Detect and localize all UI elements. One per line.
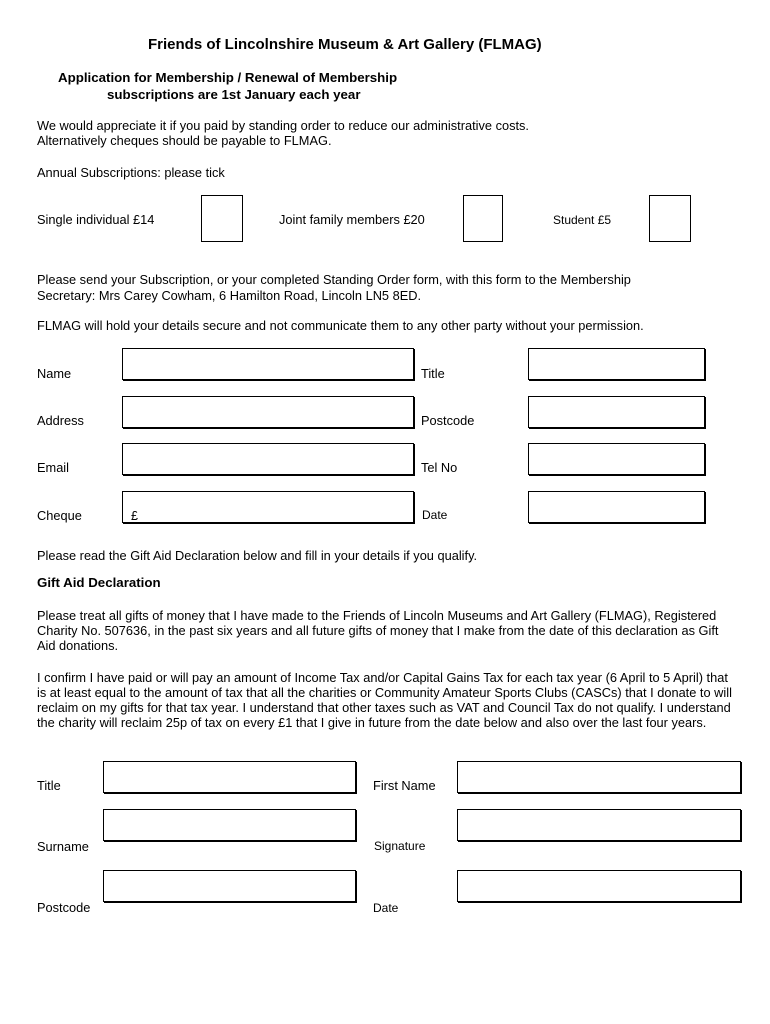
page-title: Friends of Lincolnshire Museum & Art Gallery (FLMAG) xyxy=(148,36,542,53)
email-field[interactable] xyxy=(122,443,414,475)
form-subtitle: Application for Membership / Renewal of Membership xyxy=(58,70,398,85)
date-label: Date xyxy=(422,508,448,522)
name-label: Name xyxy=(37,366,72,381)
signature-field[interactable] xyxy=(457,809,741,841)
first-name-field[interactable] xyxy=(457,761,741,793)
send-instructions-line-1: Please send your Subscription, or your completed Standing Order form, with this form to the Membership xyxy=(37,272,631,287)
surname-field[interactable] xyxy=(103,809,356,841)
single-individual-checkbox[interactable] xyxy=(201,195,243,242)
postcode-label: Postcode xyxy=(421,413,475,428)
gift-aid-heading: Gift Aid Declaration xyxy=(37,575,161,590)
tel-field[interactable] xyxy=(528,443,705,475)
gift-aid-instruction: Please read the Gift Aid Declaration below and fill in your details if you qualify. xyxy=(37,548,478,563)
tel-label: Tel No xyxy=(421,460,458,475)
send-instructions-line-2: Secretary: Mrs Carey Cowham, 6 Hamilton Road, Lincoln LN5 8ED. xyxy=(37,288,422,303)
name-field[interactable] xyxy=(122,348,414,380)
title-label: Title xyxy=(421,366,445,381)
intro-line-2: Alternatively cheques should be payable to FLMAG. xyxy=(37,133,332,148)
gift-postcode-field[interactable] xyxy=(103,870,356,902)
subscription-note: subscriptions are 1st January each year xyxy=(107,87,361,102)
gift-date-field[interactable] xyxy=(457,870,741,902)
surname-label: Surname xyxy=(37,839,89,854)
gift-title-field[interactable] xyxy=(103,761,356,793)
date-field[interactable] xyxy=(528,491,705,523)
email-label: Email xyxy=(37,460,69,475)
title-field[interactable] xyxy=(528,348,705,380)
postcode-field[interactable] xyxy=(528,396,705,428)
cheque-field[interactable] xyxy=(122,491,414,523)
gift-title-label: Title xyxy=(37,778,61,793)
student-label: Student £5 xyxy=(553,213,612,227)
privacy-statement: FLMAG will hold your details secure and not communicate them to any other party without your permission. xyxy=(37,318,644,333)
gift-aid-paragraph-1: Please treat all gifts of money that I have made to the Friends of Lincoln Museums and Art Gallery (FLMAG), Registered Charity No. 507636, in the past six years and all future gifts of money that I make from the date of this declaration as Gift Aid donations. xyxy=(37,608,719,653)
address-field[interactable] xyxy=(122,396,414,428)
gift-postcode-label: Postcode xyxy=(37,900,91,915)
pound-sign: £ xyxy=(131,509,138,523)
joint-family-label: Joint family members £20 xyxy=(279,212,425,227)
annual-subscriptions-label: Annual Subscriptions: please tick xyxy=(37,165,225,180)
intro-line-1: We would appreciate it if you paid by standing order to reduce our administrative costs. xyxy=(37,118,529,133)
gift-aid-paragraph-2: I confirm I have paid or will pay an amount of Income Tax and/or Capital Gains Tax for each tax year (6 April to 5 April) that is at least equal to the amount of tax that all the charities or Community Amateur Sports Clubs (CASCs) that I donate to will reclaim on my gifts for that tax year. I understand that other taxes such as VAT and Council Tax do not qualify. I understand the charity will reclaim 25p of tax on every £1 that I give in future from the date below and also over the last four years. xyxy=(37,670,732,730)
cheque-label: Cheque xyxy=(37,508,82,523)
signature-label: Signature xyxy=(374,839,426,853)
joint-family-checkbox[interactable] xyxy=(463,195,503,242)
gift-date-label: Date xyxy=(373,901,399,915)
address-label: Address xyxy=(37,413,84,428)
student-checkbox[interactable] xyxy=(649,195,691,242)
first-name-label: First Name xyxy=(373,778,436,793)
single-individual-label: Single individual £14 xyxy=(37,212,155,227)
